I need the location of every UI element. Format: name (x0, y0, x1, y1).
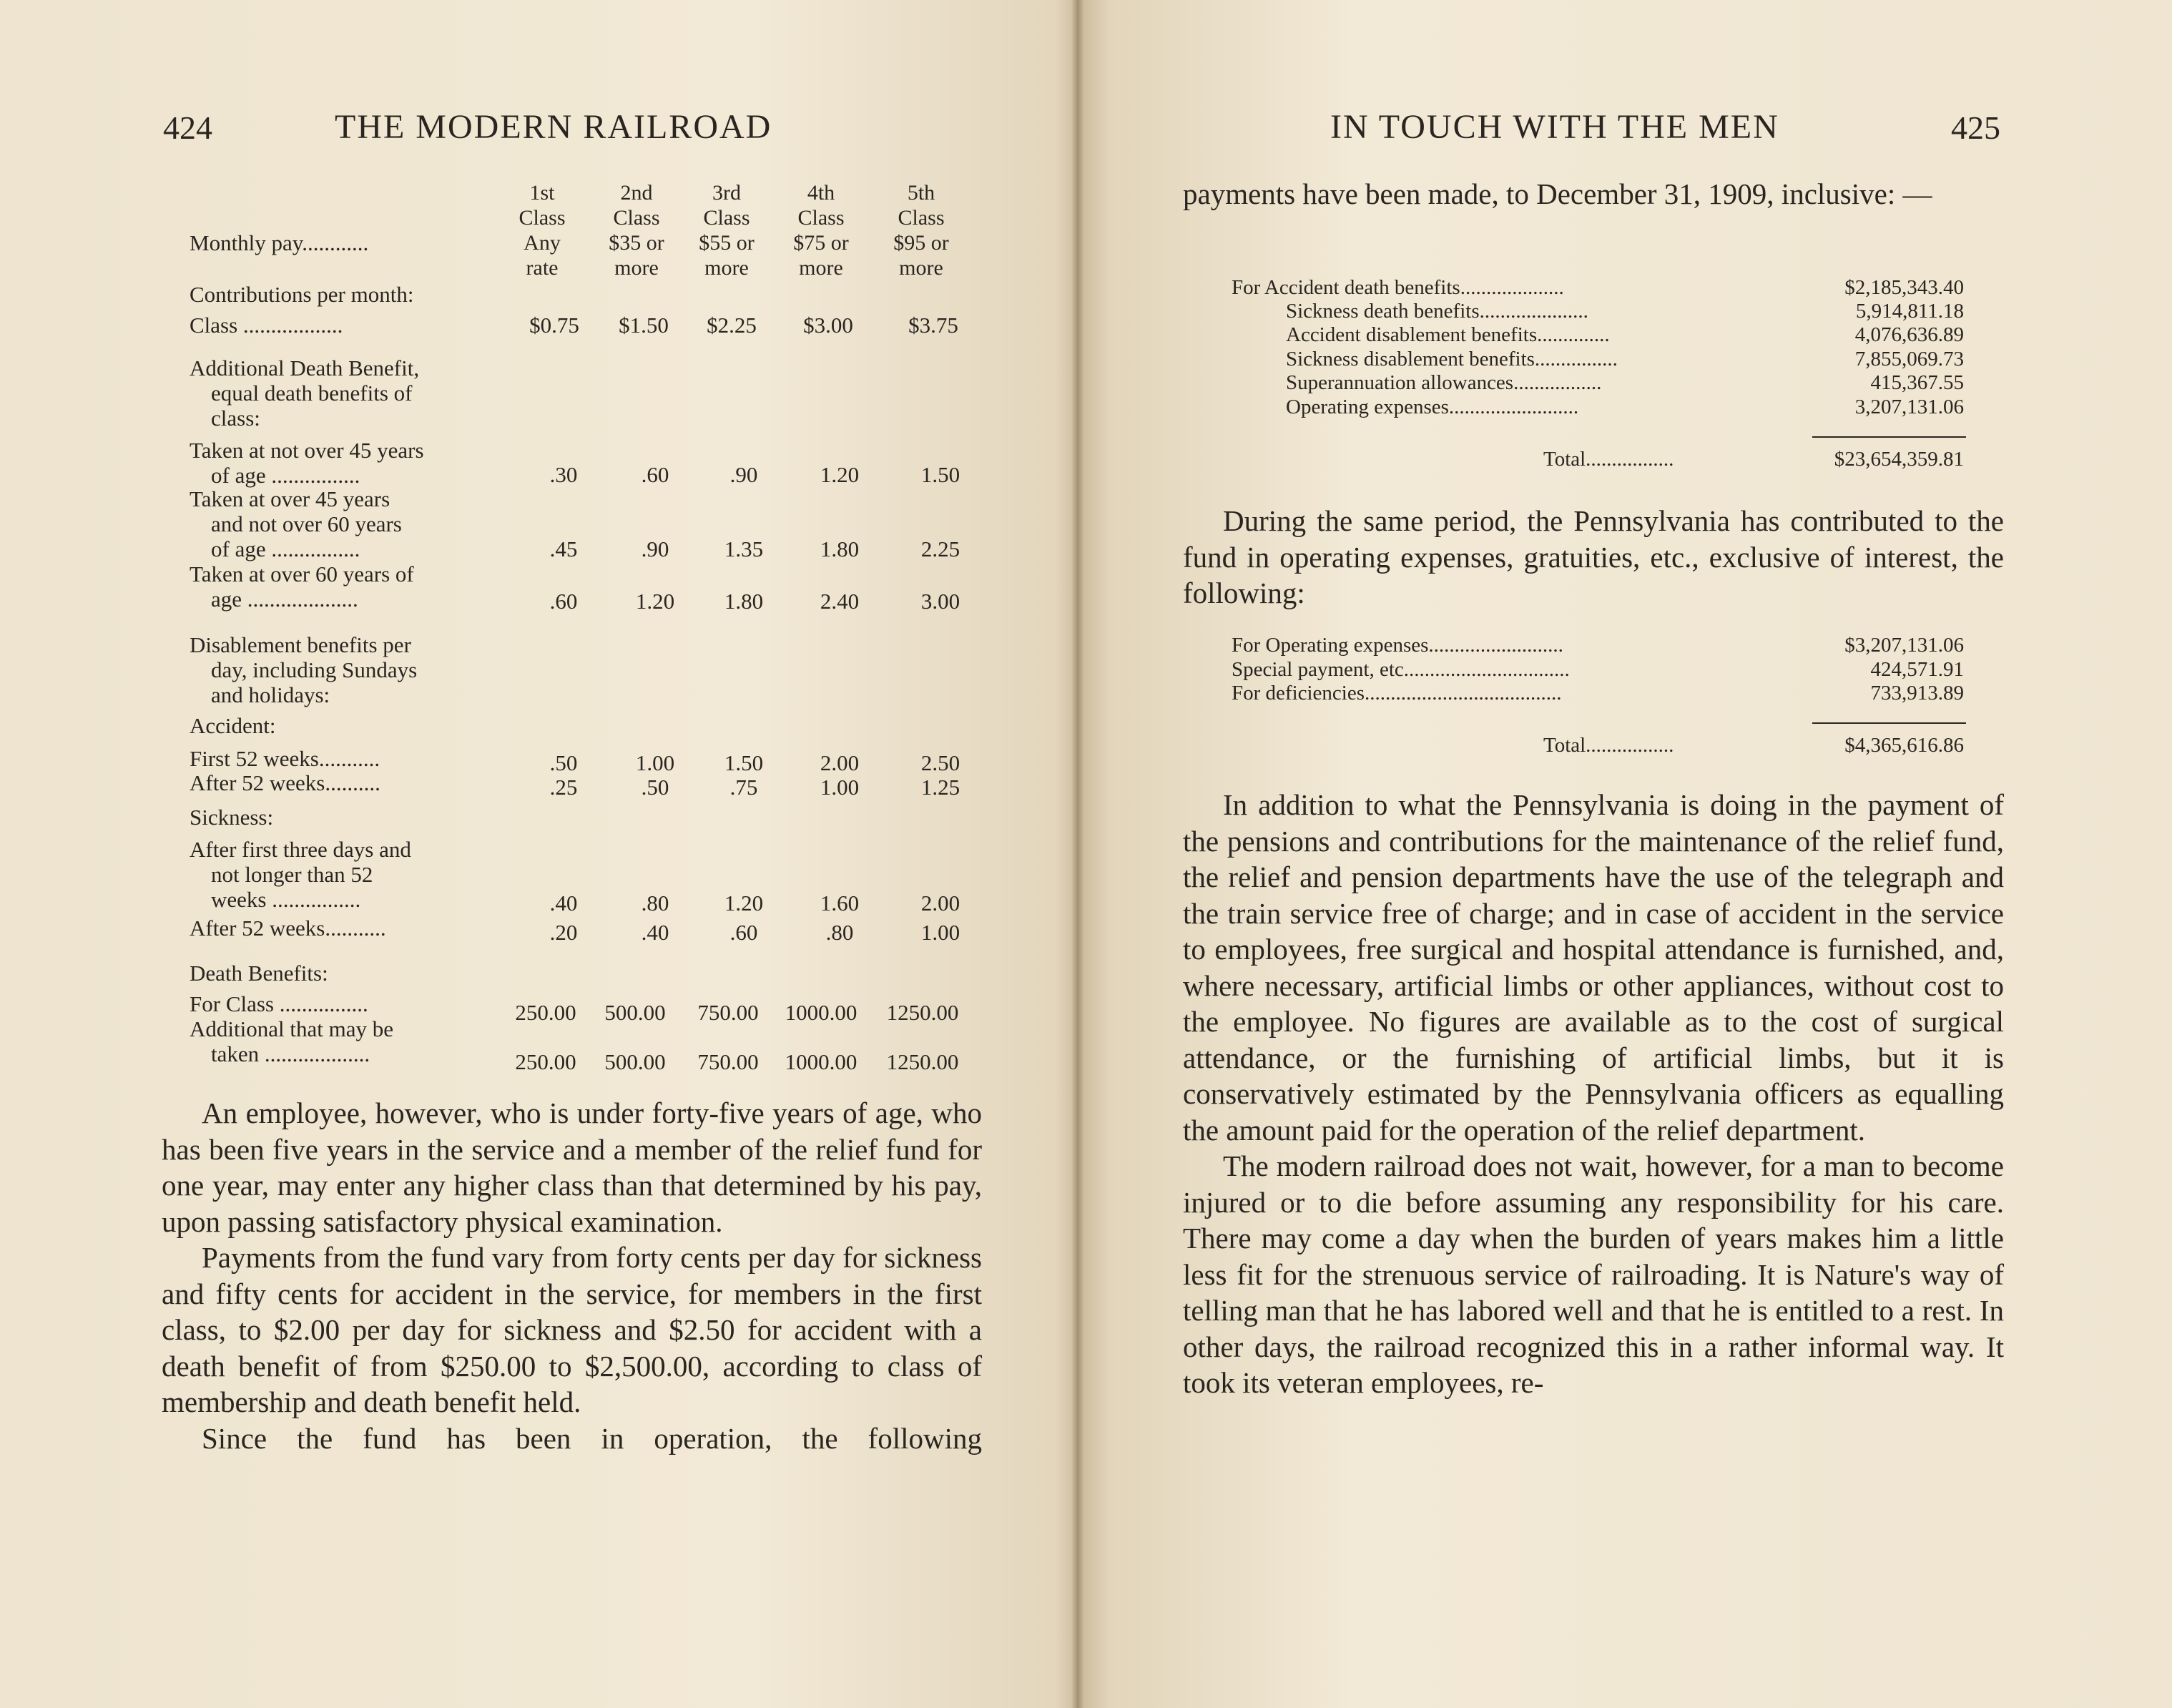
table-cell: .60 (641, 462, 669, 487)
table-cell: 750.00 (697, 1000, 759, 1025)
table-cell: .20 (549, 920, 578, 945)
paragraph: During the same period, the Pennsylvania has contributed to the fund in operating expenses, gratuities, etc., exclusive of interest, the following: (1183, 504, 2004, 609)
row-label: Sickness disablement benefits................ (1286, 348, 1618, 370)
row-label: Additional that may be taken ................... (190, 1016, 393, 1066)
table-cell: .80 (641, 890, 669, 916)
table-cell: 1.80 (820, 536, 860, 561)
table-cell: 415,367.55 (1870, 371, 1964, 394)
table-cell: 733,913.89 (1870, 682, 1964, 705)
table-cell: $4,365,616.86 (1844, 734, 1964, 757)
table-cell: 1.50 (724, 750, 764, 775)
table-cell: 1.00 (920, 920, 960, 945)
row-label: For Class ................ (190, 991, 368, 1016)
right-page (1077, 0, 2172, 1708)
row-label: After 52 weeks........... (190, 916, 386, 941)
table-cell: 1250.00 (886, 1000, 959, 1025)
table-cell: 424,571.91 (1870, 658, 1964, 681)
table-cell: .50 (549, 750, 578, 775)
row-label: Sickness: (190, 805, 274, 830)
table-cell: 3,207,131.06 (1854, 396, 1964, 418)
page-number: 425 (1951, 109, 2000, 146)
table-cell: $0.75 (529, 313, 579, 338)
table-cell: .90 (641, 536, 669, 561)
table-cell: .40 (641, 920, 669, 945)
table-cell: 1.20 (635, 589, 675, 614)
running-header: THE MODERN RAILROAD (335, 108, 772, 146)
table-cell: .25 (549, 775, 578, 800)
table-cell: 1.80 (724, 589, 764, 614)
row-label: Sickness death benefits..................... (1286, 300, 1588, 323)
table-cell: $3.75 (908, 313, 958, 338)
table-cell: 2.50 (920, 750, 960, 775)
row-label: Contributions per month: (190, 282, 414, 307)
table-cell: 750.00 (697, 1049, 759, 1074)
table-cell: $2,185,343.40 (1844, 276, 1964, 299)
paragraph: Since the fund has been in operation, the following (202, 1421, 982, 1455)
row-label: After first three days and not longer than 52 weeks ................ (190, 837, 411, 912)
row-label: Accident disablement benefits.............. (1286, 323, 1610, 346)
paragraph: payments have been made, to December 31, 1909, inclusive: — (1183, 177, 1932, 210)
row-label: For Operating expenses.......................... (1232, 634, 1563, 657)
body-text (162, 1095, 982, 1456)
table-cell: 1.00 (820, 775, 860, 800)
table-cell: 2.40 (820, 589, 860, 614)
table-cell: 1.25 (920, 775, 960, 800)
table-cell: .90 (729, 462, 758, 487)
class-column-header: 4th Class $75 or more (793, 181, 849, 280)
row-label: Operating expenses......................... (1286, 396, 1579, 418)
row-label: Taken at not over 45 years of age ................ (190, 438, 424, 488)
paragraph: An employee, however, who is under forty-five years of age, who has been five years in the service and a member of the relief fund for one year, may enter any higher class than that determined by his pay, upon passing satisfactory physical examination. (162, 1096, 982, 1238)
class-column-header: 5th Class $95 or more (893, 181, 949, 280)
paragraph: The modern railroad does not wait, however, for a man to become injured or to die before assuming any responsibility for his care. There may come a day when the burden of years makes him a little less fit for the strenuous service of railroading. It is Nature's way of telling man that he has labored well and that he is entitled to a rest. In other days, the railroad recognized this in a rather informal way. It took its veteran employees, re- (1183, 1149, 2004, 1399)
row-label: Superannuation allowances................. (1286, 371, 1602, 394)
row-label: Special payment, etc................................ (1232, 658, 1570, 681)
row-label: Accident: (190, 713, 276, 738)
table-cell: 1250.00 (886, 1049, 959, 1074)
class-column-header: 1st Class Any rate (519, 181, 566, 280)
table-cell: $1.50 (619, 313, 669, 338)
body-text (1183, 787, 2004, 1401)
table-cell: .40 (549, 890, 578, 916)
row-label: After 52 weeks.......... (190, 770, 380, 795)
table-cell: 2.00 (920, 890, 960, 916)
table-cell: 1.60 (820, 890, 860, 916)
class-column-header: 2nd Class $35 or more (609, 181, 664, 280)
book-gutter (1071, 0, 1084, 1708)
table-cell: $3,207,131.06 (1844, 634, 1964, 657)
total-rule (1812, 722, 1966, 724)
class-column-header: 3rd Class $55 or more (699, 181, 755, 280)
table-cell: 1.00 (635, 750, 675, 775)
table-cell: 1.50 (920, 462, 960, 487)
table-cell: 5,914,811.18 (1855, 300, 1964, 323)
table-cell: 2.00 (820, 750, 860, 775)
row-label: Additional Death Benefit, equal death benefits of class: (190, 355, 420, 431)
table-cell: $3.00 (803, 313, 853, 338)
table-cell: .30 (549, 462, 578, 487)
table-cell: .60 (729, 920, 758, 945)
paragraph: In addition to what the Pennsylvania is doing in the payment of the pensions and contributions for the maintenance of the relief fund, the relief and pension departments have the use of the telegraph and the train service free of charge; and in case of accident in the service to employees, free surgical and hospital attendance is furnished, and, where necessary, artificial limbs or other appliances, without cost to the employee. No figures are available as to the cost of surgical attendance, or the furnishing of artificial limbs, but it is conservatively estimated by the Pennsylvania officers as equalling the amount paid for the operation of the relief department. (1183, 788, 2004, 1147)
table-cell: 1000.00 (785, 1049, 858, 1074)
table-cell: .80 (825, 920, 854, 945)
table-cell: 1.35 (724, 536, 764, 561)
table-cell: 500.00 (604, 1049, 666, 1074)
running-header: IN TOUCH WITH THE MEN (1330, 108, 1779, 146)
table-cell: .45 (549, 536, 578, 561)
row-label: For Accident death benefits.................... (1232, 276, 1564, 299)
table-cell: 1.20 (724, 890, 764, 916)
left-page (0, 0, 1077, 1708)
row-label: First 52 weeks........... (190, 746, 380, 771)
row-label: Monthly pay............ (190, 230, 369, 255)
row-label: Total................. (1543, 734, 1674, 757)
table-cell: .50 (641, 775, 669, 800)
table-cell: $23,654,359.81 (1834, 448, 1964, 471)
table-cell: $2.25 (707, 313, 757, 338)
page-number: 424 (163, 109, 212, 146)
paragraph: Payments from the fund vary from forty cents per day for sickness and fifty cents for accident in the service, for members in the first class, to $2.00 per day for sickness and $2.50 for accident with a death benefit of from $250.00 to $2,500.00, according to class of membership and death benefit held. (162, 1241, 982, 1418)
row-label: Disablement benefits per day, including Sundays and holidays: (190, 632, 418, 707)
row-label: Taken at over 60 years of age .................... (190, 561, 414, 612)
table-cell: 2.25 (920, 536, 960, 561)
row-label: Taken at over 45 years and not over 60 years of age ................ (190, 486, 402, 561)
table-cell: 1000.00 (785, 1000, 858, 1025)
table-cell: 250.00 (515, 1049, 576, 1074)
table-cell: 4,076,636.89 (1854, 323, 1964, 346)
row-label: Total................. (1543, 448, 1674, 471)
table-cell: 3.00 (920, 589, 960, 614)
total-rule (1812, 436, 1966, 438)
table-cell: 500.00 (604, 1000, 666, 1025)
row-label: Death Benefits: (190, 961, 328, 986)
row-label: For deficiencies...................................... (1232, 682, 1562, 705)
table-cell: 250.00 (515, 1000, 576, 1025)
table-cell: .60 (549, 589, 578, 614)
table-cell: 1.20 (820, 462, 860, 487)
table-cell: 7,855,069.73 (1854, 348, 1964, 370)
row-label: Class .................. (190, 313, 343, 338)
table-cell: .75 (729, 775, 758, 800)
